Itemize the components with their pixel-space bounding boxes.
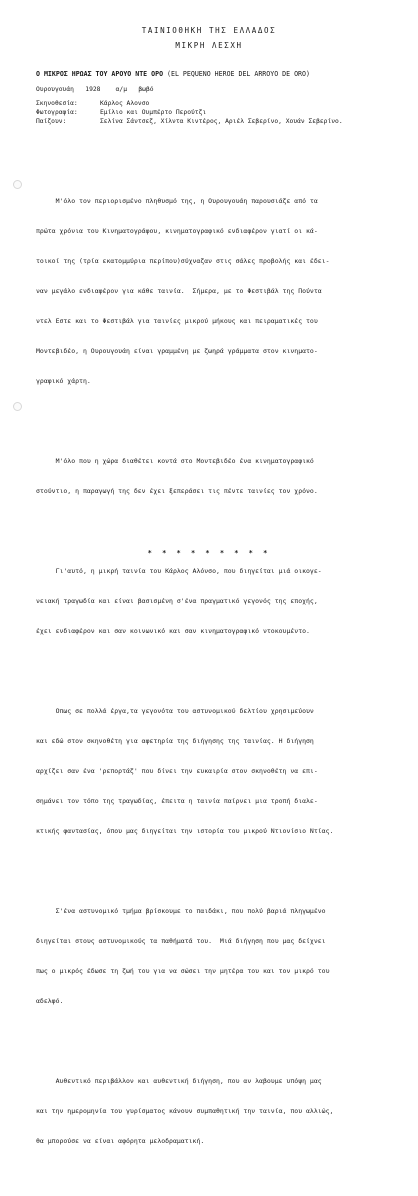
paragraph (36, 176, 390, 406)
film-country: Ουρουγουάη (36, 86, 74, 93)
text-line: Μοντεβιδέο, η Ουρουγουάη είναι γραμμένη με ζωηρά γράμματα στον κινηματο- (36, 347, 318, 355)
text-line: γραφικό χάρτη. (36, 377, 91, 385)
credit-label: Σκηνοθεσία: (36, 100, 78, 107)
review-text (36, 156, 390, 1196)
text-line: πρώτα χρόνια του Κινηματογράφου, κινηματογραφικό ενδιαφέρον γιατί οι κά- (36, 227, 318, 235)
text-line: έχει ενδιαφέρον και σαν κοινωνικό και σαν κινηματογραφικό ντοκουμέντο. (36, 627, 310, 635)
text-line: στούντιο, η παραγωγή της δεν έχει ξεπεράσει τις πέντε ταινίες τον χρόνο. (36, 487, 318, 495)
text-line: Γι'αυτό, η μικρή ταινία του Κάρλος Αλόνσο, που διηγείται μιά οικογε- (36, 567, 322, 575)
credit-row-cast (36, 117, 343, 126)
punch-hole (13, 180, 22, 189)
paragraph (36, 436, 390, 516)
credit-label: Παίζουν: (36, 118, 67, 125)
film-title-line (36, 70, 408, 78)
text-line: ναν μεγάλο ενδιαφέρον για κάθε ταινία. Σήμερα, με το Φεστιβάλ της Πούντα (36, 287, 322, 295)
text-line: Σ'ένα αστυνομικό τμήμα βρίσκουμε το παιδάκι, που πολύ βαριά πληγωμένο (36, 907, 326, 915)
film-year: 1928 (85, 86, 101, 93)
credit-label: Φωτογραφία: (36, 109, 78, 116)
credit-value: Κάρλος Αλονσο (100, 100, 150, 107)
text-line: και εδώ στον σκηνοθέτη για αφετηρία της διήγησης της ταινίας. Η διήγηση (36, 737, 314, 745)
credits-block (36, 99, 343, 126)
credit-value: Σελίνα Σάντσεζ, Χίλντα Κιντέρος, Αριέλ Σεβερίνο, Χουάν Σεβερίνο. (100, 118, 343, 125)
text-line: νειακή τραγωδία και είναι βασισμένη σ'ένα πραγματικό γεγονός της εποχής, (36, 597, 318, 605)
text-line: αρχίζει σαν ένα 'ρεπορτάζ' που δίνει την ευκαιρία στον σκηνοθέτη να επι- (36, 767, 318, 775)
text-line: αδελφό. (36, 997, 64, 1005)
punch-hole (13, 402, 22, 411)
text-line: σημάνει τον τόπο της τραγωδίας, έπειτα η ταινία παίρνει μια τροπή διαλε- (36, 797, 318, 805)
film-meta (36, 86, 154, 93)
archive-header: ΤΑΙΝΙΟΘΗΚΗ ΤΗΣ ΕΛΛΑΔΟΣ (141, 26, 277, 35)
text-line: Οπως σε πολλά έργα,τα γεγονότα του αστυνομικού δελτίου χρησιμεύουν (36, 707, 314, 715)
film-format: α/μ (115, 86, 128, 93)
film-title: Ο ΜΙΚΡΟΣ ΗΡΩΑΣ ΤΟΥ ΑΡΟΥΟ ΝΤΕ ΟΡΟ (36, 70, 164, 78)
text-line: και την ημερομηνία του γυρίσματος κάνουν συμπαθητική την ταινία, που αλλιώς, (36, 1107, 334, 1115)
paragraph (36, 546, 390, 656)
paragraph (36, 886, 390, 1026)
credit-row-director (36, 99, 343, 108)
paragraph (36, 1056, 390, 1166)
film-original-title: (EL PEQUENO HEROE DEL ARROYO DE ORO) (167, 70, 310, 78)
text-line: διηγείται στους αστυνομικούς τα παθήματά του. Μιά διήγηση που μας δείχνει (36, 937, 326, 945)
text-line: κτικής φαντασίας, όπου μας διηγείται την ιστορία του μικρού Ντιονίσιο Ντίας. (36, 827, 334, 835)
text-line: θα μπορούσε να είναι αφόρητα μελοδραματική. (36, 1137, 205, 1145)
credit-value: Εμίλιο και Ουμπέρτο Περούτζι (100, 109, 207, 116)
paragraph (36, 686, 390, 856)
text-line: Μ'όλο που η χώρα διαθέτει κοντά στο Μοντεβιδέο ένα κινηματογραφικό (36, 457, 314, 465)
text-line: πως ο μικρός έδωσε τη ζωή του για να σώσει την μητέρα του και τον μικρό του (36, 967, 330, 975)
credit-row-photography (36, 108, 343, 117)
club-header: ΜΙΚΡΗ ΛΕΣΧΗ (175, 41, 243, 50)
text-line: Αυθεντικό περιβάλλον και αυθεντική διήγηση, που αν λαβουμε υπόψη μας (36, 1077, 322, 1085)
text-line: ντελ Εστε και το Φεστιβάλ για ταινίες μικρού μήκους και πειραματικές του (36, 317, 318, 325)
text-line: Μ'όλο τον περιορισμένο πληθυσμό της, η Ουρουγουάη παρουσιάζε από τα (36, 197, 318, 205)
text-line: τοικοί της (τρία εκατομμύρια περίπου)σύχναζαν στις σάλες προβολής και έδει- (36, 257, 330, 265)
end-of-text-stars: * * * * * * * * * (147, 549, 271, 557)
film-type: βωβό (138, 86, 154, 93)
